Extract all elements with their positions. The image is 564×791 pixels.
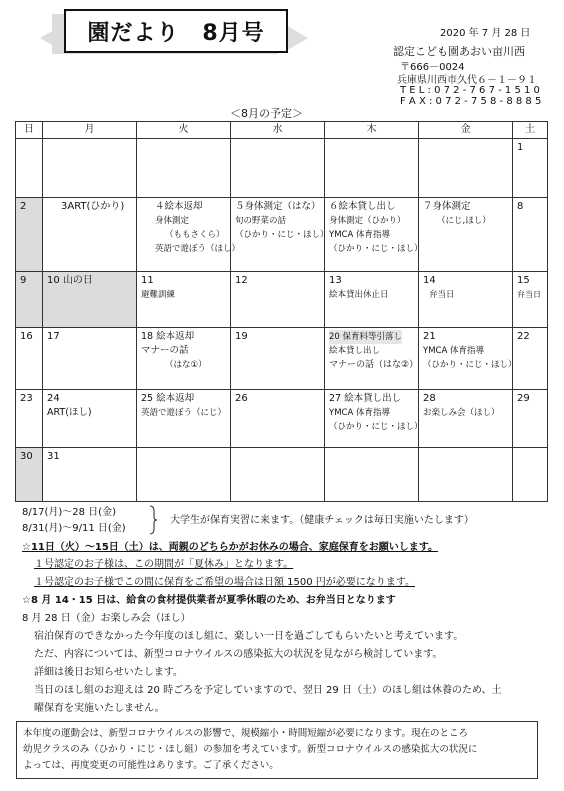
event-line: 弁当日 <box>429 290 455 300</box>
home-care-request: ☆11日（火）～15日（土）は、両親のどちらかがお休みの場合、家庭保育をお願いします。 <box>22 542 438 553</box>
weekday-header-row <box>16 122 548 139</box>
event-line: 避難訓練 <box>141 290 176 300</box>
address: 兵庫県川西市久代６－１－９１ <box>397 75 537 86</box>
day-cell <box>325 448 419 502</box>
weekday-header: 月 <box>43 122 137 139</box>
day-number: 20 保育料等引落し <box>329 332 403 342</box>
day-number: ４絵本返却 <box>155 201 203 212</box>
day-number: 29 <box>517 393 530 404</box>
calendar-week <box>16 390 548 448</box>
day-cell <box>16 448 43 502</box>
event-line: YMCA 体育指導 <box>423 346 484 356</box>
day-cell <box>419 448 513 502</box>
event-line: （ひかり・にじ・ほし） <box>235 230 329 240</box>
weekday-header: 日 <box>16 122 43 139</box>
day-number: 11 <box>141 275 154 286</box>
issue-date: 2020 年 7 月 28 日 <box>440 28 531 39</box>
day-number: 2 <box>20 201 27 212</box>
day-cell <box>419 198 513 272</box>
day-number: 8 <box>517 201 524 212</box>
day-cell <box>43 448 137 502</box>
event-line: マナーの話 <box>141 345 189 356</box>
day-cell <box>419 390 513 448</box>
weekday-header: 土 <box>513 122 548 139</box>
day-number: 27 絵本貸し出し <box>329 393 402 404</box>
day-cell <box>231 448 325 502</box>
day-cell <box>137 198 241 272</box>
day-cell <box>325 328 419 390</box>
day-cell <box>325 198 423 272</box>
day-cell <box>231 328 325 390</box>
day-cell <box>43 139 137 198</box>
day-cell <box>231 198 329 272</box>
day-cell <box>325 139 419 198</box>
lunch-note: ☆8 月 14・15 日は、給食の食材提供業者が夏季休暇のため、お弁当日となります <box>22 595 396 606</box>
notice-line: 幼児クラスのみ（ひかり・にじ・ほし組）の参加を考えています。新型コロナウイルスの感染拡大の状況に <box>23 744 478 755</box>
calendar-week <box>16 139 548 198</box>
event-line: （ももさくら） <box>165 230 225 240</box>
postal-code: 〒666－0024 <box>400 62 465 73</box>
day-number: 26 <box>235 393 248 404</box>
weekday-header: 火 <box>137 122 231 139</box>
day-number: 13 <box>329 275 342 286</box>
event-line: 英語で遊ぼう（ほし） <box>155 244 241 254</box>
day-cell <box>137 390 231 448</box>
event-line: YMCA 体育指導 <box>329 230 390 240</box>
event-line: 絵本貸し出し <box>329 346 381 356</box>
calendar-week <box>16 328 548 390</box>
party-detail: 宿泊保育のできなかった今年度のほし組に、楽しい一日を過ごしてもらいたいと考えています。 <box>34 631 464 642</box>
event-line: （ひかり・にじ・ほし） <box>329 422 423 432</box>
event-line: （ひかり・にじ・ほし） <box>423 360 517 370</box>
day-number: 22 <box>517 331 530 342</box>
sports-day-notice <box>16 721 538 779</box>
day-cell <box>513 198 548 272</box>
day-cell <box>16 272 43 328</box>
notice-line: 本年度の運動会は、新型コロナウイルスの影響で、規模縮小・時間短縮が必要になります。現在のところ <box>23 728 468 739</box>
party-detail: 当日のほし組のお迎えは 20 時ごろを予定していますので、翌日 29 日（土）のほし組は休養のため、土 <box>34 685 502 696</box>
day-cell <box>513 390 548 448</box>
calendar-title: ＜8月の予定＞ <box>230 107 303 120</box>
calendar-week <box>16 272 548 328</box>
day-cell <box>43 390 137 448</box>
party-title: 8 月 28 日（金）お楽しみ会（ほし） <box>22 613 191 624</box>
day-cell <box>231 272 325 328</box>
event-line: （にじ,ほし） <box>437 216 491 226</box>
day-cell <box>419 272 513 328</box>
brace-icon <box>148 505 158 535</box>
newsletter-title: 園だより 8月号 <box>64 9 288 53</box>
party-detail: 詳細は後日お知らせいたします。 <box>34 667 183 678</box>
day-number: 14 <box>423 275 436 286</box>
day-cell <box>513 448 548 502</box>
student-practice-note: 大学生が保育実習に来ます。（健康チェックは毎日実施いたします） <box>170 515 474 526</box>
organization-name: 認定こども園あおい亩川西 <box>393 45 525 58</box>
day-number: 15 <box>517 275 530 286</box>
day-number: ６絵本貸し出し <box>329 201 396 212</box>
day-cell <box>325 272 419 328</box>
event-line: 身体測定 <box>155 216 190 226</box>
day-number: 19 <box>235 331 248 342</box>
day-cell <box>137 139 231 198</box>
care-fee-note: １号認定のお子様でこの間に保育をご希望の場合は日額 1500 円が必要になります。 <box>34 577 416 588</box>
telephone: T E L : 0 7 2 - 7 6 7 - 1 5 1 0 <box>400 85 540 96</box>
summer-break-note: １号認定のお子様は、この期間が「夏休み」となります。 <box>34 559 294 570</box>
day-cell <box>16 198 43 272</box>
day-number: 17 <box>47 331 60 342</box>
event-line: 身体測定（ひかり） <box>329 216 406 226</box>
practice-period-1: 8/17(月)～28 日(金) <box>22 507 116 518</box>
day-number: 28 <box>423 393 436 404</box>
day-number: 23 <box>20 393 33 404</box>
event-line: ART(ほし) <box>47 407 92 418</box>
event-line: 英語で遊ぼう（にじ） <box>141 408 227 418</box>
calendar-week <box>16 448 548 502</box>
day-number: 18 絵本返却 <box>141 331 195 342</box>
day-cell <box>419 139 513 198</box>
day-number: 1 <box>517 142 524 153</box>
day-number: 25 絵本返却 <box>141 393 195 404</box>
day-cell <box>137 328 231 390</box>
event-line: （ひかり・にじ・ほし） <box>329 244 423 254</box>
event-line: 弁当日 <box>517 290 541 299</box>
day-cell <box>43 272 137 328</box>
day-number: 9 <box>20 275 27 286</box>
calendar-week <box>16 198 548 272</box>
day-number: 12 <box>235 275 248 286</box>
day-cell <box>16 390 43 448</box>
day-cell <box>43 328 137 390</box>
fax: F A X : 0 7 2 - 7 5 8 - 8 8 8 5 <box>400 96 542 107</box>
weekday-header: 水 <box>231 122 325 139</box>
event-line: 絵本貸出休止日 <box>329 290 389 300</box>
day-cell <box>231 139 325 198</box>
day-number: 30 <box>20 451 33 462</box>
day-cell <box>325 390 423 448</box>
day-number: ７身体測定 <box>423 201 471 212</box>
weekday-header: 金 <box>419 122 513 139</box>
day-number: 24 <box>47 393 60 404</box>
party-detail: ただ、内容については、新型コロナウイルスの感染拡大の状況を見ながら検討しています。 <box>34 649 443 660</box>
day-number: 10 山の日 <box>47 275 93 286</box>
event-line: （はな①） <box>165 360 207 370</box>
day-cell <box>513 328 548 390</box>
august-calendar <box>15 121 548 502</box>
day-cell <box>231 390 325 448</box>
day-cell <box>137 272 231 328</box>
notice-line: よっては、再度変更の可能性はあります。ご了承ください。 <box>23 760 279 771</box>
event-line: 旬の野菜の話 <box>235 216 287 226</box>
event-line: マナーの話（はな②） <box>329 360 419 370</box>
day-cell <box>513 139 548 198</box>
event-line: お楽しみ会（ほし） <box>423 408 500 418</box>
weekday-header: 木 <box>325 122 419 139</box>
day-cell <box>43 198 137 272</box>
event-line: YMCA 体育指導 <box>329 408 390 418</box>
day-cell <box>513 272 548 328</box>
day-number: ５身体測定（はな） <box>235 201 321 212</box>
practice-period-2: 8/31(月)～9/11 日(金) <box>22 523 126 534</box>
day-number: 21 <box>423 331 436 342</box>
day-cell <box>419 328 517 390</box>
day-number: 16 <box>20 331 33 342</box>
day-number: 3ART(ひかり) <box>61 201 125 212</box>
party-detail: 曜保育を実施いたしません。 <box>34 703 165 714</box>
day-number: 31 <box>47 451 60 462</box>
day-cell <box>137 448 231 502</box>
day-cell <box>16 328 43 390</box>
day-cell <box>16 139 43 198</box>
